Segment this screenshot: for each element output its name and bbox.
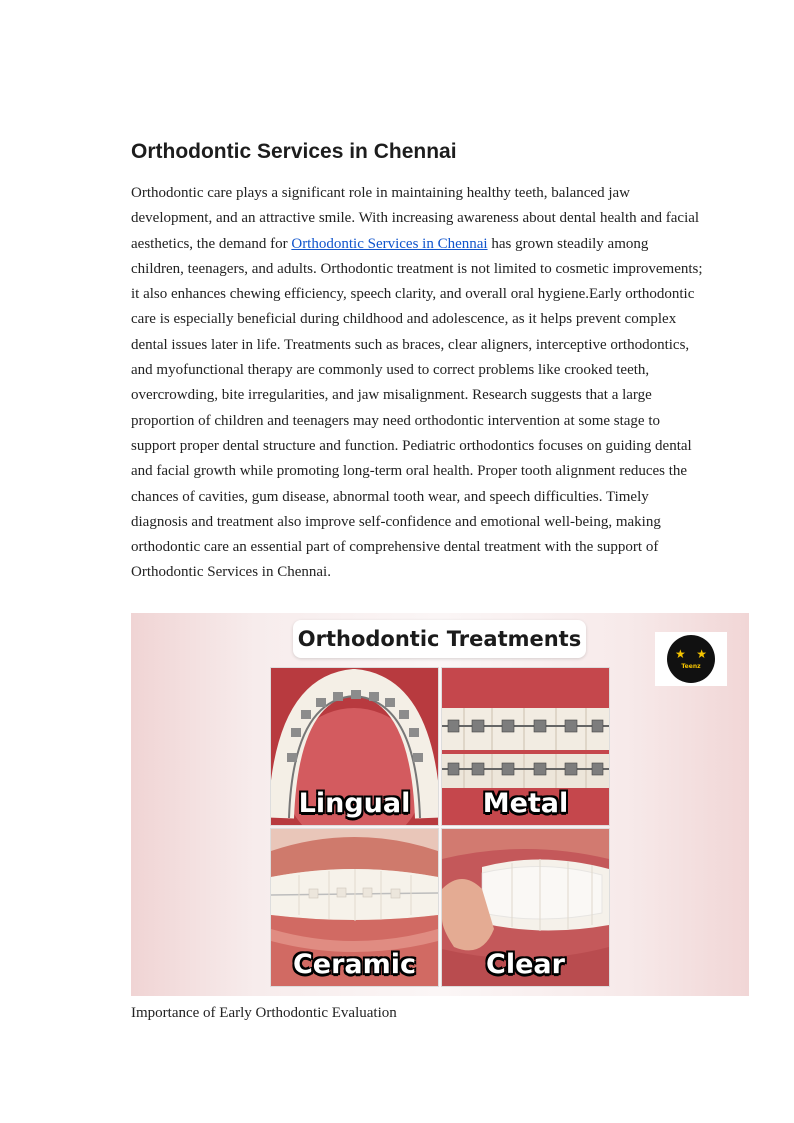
- image-caption: Importance of Early Orthodontic Evaluation: [131, 1005, 397, 1021]
- body-paragraph: [131, 181, 703, 586]
- tile-label-ceramic: Ceramic: [292, 949, 417, 980]
- logo-badge-icon: ★ ★ Teenz: [667, 635, 715, 683]
- tile-ceramic: [270, 828, 439, 987]
- tile-clear: [441, 828, 610, 987]
- figure-title: Orthodontic Treatments: [293, 620, 586, 658]
- tile-metal: [441, 667, 610, 826]
- logo-text: Teenz: [681, 662, 701, 670]
- clinic-logo: [655, 632, 727, 686]
- orthodontic-treatments-image: [131, 613, 749, 996]
- tile-label-lingual: Lingual: [298, 788, 411, 819]
- paragraph-text-start: Orthodontic care plays a significant role in maintaining healthy teeth, balanced jaw development, and an attractive smile. With increasing awareness about dental health and facial aesthetics, the demand for: [131, 185, 700, 252]
- orthodontic-services-link[interactable]: Orthodontic Services in Chennai: [291, 235, 488, 252]
- paragraph-text-end: has grown steadily among children, teenagers, and adults. Orthodontic treatment is not limited to cosmetic improvements; it also enhances chewing efficiency, speech clarity, and overall oral hygiene.Early orthodontic care is especially beneficial during childhood and adolescence, as it helps prevent complex dental issues later in life. Treatments such as braces, clear aligners, interceptive orthodontics, and myofunctional therapy are commonly used to correct problems like crooked teeth, overcrowding, bite irregularities, and jaw misalignment. Research suggests that a large proportion of children and teenagers may need orthodontic intervention at some stage to support proper dental structure and function. Pediatric orthodontics focuses on guiding dental and facial growth while promoting long-term oral health. Proper tooth alignment reduces the chances of cavities, gum disease, abnormal tooth wear, and speech difficulties. Timely diagnosis and treatment also improve self-confidence and emotional well-being, making orthodontic care an essential part of comprehensive dental treatment with the support of Orthodontic Services in Chennai.: [131, 235, 703, 581]
- tile-lingual: [270, 667, 439, 826]
- page-title: Orthodontic Services in Chennai: [131, 140, 457, 163]
- tile-label-clear: Clear: [486, 949, 565, 980]
- tile-label-metal: Metal: [482, 788, 569, 819]
